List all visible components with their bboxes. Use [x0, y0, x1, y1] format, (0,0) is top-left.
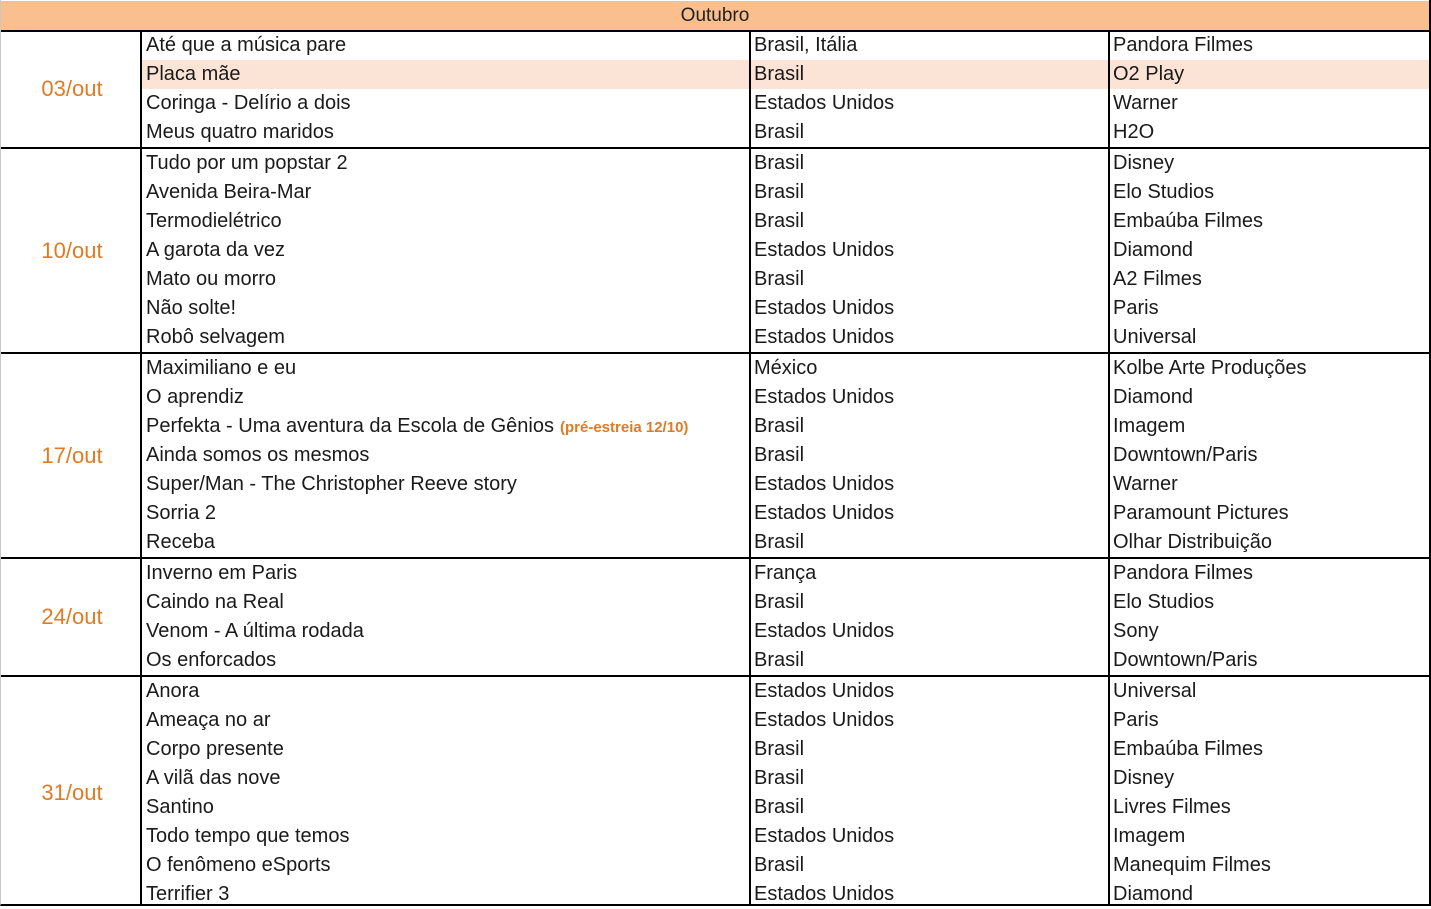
country-cell: França: [754, 562, 817, 584]
table-row[interactable]: [142, 118, 1429, 147]
country-cell: Brasil: [754, 63, 805, 85]
release-date: 31/out: [41, 780, 103, 805]
movie-title: Receba: [146, 531, 215, 553]
distributor-cell: Embaúba Filmes: [1113, 210, 1264, 232]
movie-title-cell: [146, 706, 746, 735]
distributor-cell: Downtown/Paris: [1113, 649, 1258, 671]
distributor-cell: Olhar Distribuição: [1113, 531, 1272, 553]
movie-title: Placa mãe: [146, 63, 241, 85]
movie-title-cell: [146, 412, 746, 441]
country-cell: Estados Unidos: [754, 825, 895, 847]
movie-title-cell: [146, 499, 746, 528]
release-week-group: [0, 31, 1431, 147]
distributor-cell: Pandora Filmes: [1113, 562, 1254, 584]
country-cell: Brasil: [754, 444, 805, 466]
distributor-cell: Paramount Pictures: [1113, 502, 1289, 524]
distributor-cell: Manequim Filmes: [1113, 854, 1271, 876]
table-row[interactable]: [142, 646, 1429, 675]
movie-title: Anora: [146, 680, 200, 702]
table-row[interactable]: [142, 706, 1429, 735]
column-divider-country: [1108, 30, 1110, 906]
distributor-cell: Paris: [1113, 297, 1159, 319]
movie-title: Venom - A última rodada: [146, 620, 364, 642]
distributor-cell: Disney: [1113, 767, 1175, 789]
distributor-cell: Kolbe Arte Produções: [1113, 357, 1307, 379]
movie-title-cell: [146, 118, 746, 147]
movie-title-cell: [146, 880, 746, 909]
distributor-cell: H2O: [1113, 121, 1155, 143]
distributor-cell: Elo Studios: [1113, 591, 1215, 613]
movie-title: O aprendiz: [146, 386, 244, 408]
table-row[interactable]: [142, 735, 1429, 764]
country-cell: Brasil: [754, 531, 805, 553]
movie-title: Meus quatro maridos: [146, 121, 334, 143]
movie-title: Inverno em Paris: [146, 562, 298, 584]
table-row[interactable]: [142, 149, 1429, 178]
table-row[interactable]: [142, 793, 1429, 822]
movie-title-cell: [146, 323, 746, 352]
distributor-cell: Warner: [1113, 92, 1178, 114]
movie-title-cell: [146, 588, 746, 617]
movie-title: Tudo por um popstar 2: [146, 152, 348, 174]
release-date: 10/out: [41, 237, 103, 263]
movie-title-cell: [146, 470, 746, 499]
distributor-cell: A2 Filmes: [1113, 268, 1202, 290]
distributor-cell: Imagem: [1113, 415, 1186, 437]
country-cell: Estados Unidos: [754, 386, 895, 408]
movie-title-cell: [146, 294, 746, 323]
distributor-cell: Universal: [1113, 680, 1197, 702]
country-cell: Estados Unidos: [754, 620, 895, 642]
movie-title: Ainda somos os mesmos: [146, 444, 370, 466]
movie-title: Não solte!: [146, 297, 237, 319]
release-date: 03/out: [41, 76, 103, 101]
movie-title: A vilã das nove: [146, 767, 281, 789]
country-cell: Brasil: [754, 767, 805, 789]
distributor-cell: Warner: [1113, 473, 1178, 495]
movie-title: Terrifier 3: [146, 883, 230, 905]
country-cell: Estados Unidos: [754, 92, 895, 114]
table-row[interactable]: [142, 60, 1429, 89]
distributor-cell: Sony: [1113, 620, 1159, 642]
distributor-cell: Paris: [1113, 709, 1159, 731]
country-cell: Estados Unidos: [754, 297, 895, 319]
distributor-cell: Downtown/Paris: [1113, 444, 1258, 466]
country-cell: Brasil, Itália: [754, 34, 858, 56]
distributor-cell: Livres Filmes: [1113, 796, 1231, 818]
release-week-group: [0, 677, 1431, 909]
movie-title-cell: [146, 178, 746, 207]
movie-title: Todo tempo que temos: [146, 825, 350, 847]
movie-title: Sorria 2: [146, 502, 217, 524]
table-row[interactable]: [142, 851, 1429, 880]
premiere-note: (pré-estreia 12/10): [560, 419, 689, 436]
table-row[interactable]: [142, 236, 1429, 265]
release-date: 17/out: [41, 442, 103, 468]
table-row[interactable]: [142, 677, 1429, 706]
country-cell: Estados Unidos: [754, 502, 895, 524]
movie-title-cell: [146, 793, 746, 822]
country-cell: Brasil: [754, 210, 805, 232]
country-cell: Estados Unidos: [754, 239, 895, 261]
movie-title: Super/Man - The Christopher Reeve story: [146, 473, 517, 495]
movie-title: Coringa - Delírio a dois: [146, 92, 351, 114]
column-divider-date: [140, 30, 142, 906]
distributor-cell: Imagem: [1113, 825, 1186, 847]
distributor-cell: Elo Studios: [1113, 181, 1215, 203]
release-week-group: [0, 149, 1431, 352]
table-row[interactable]: [142, 528, 1429, 557]
movie-title: Perfekta - Uma aventura da Escola de Gênios: [146, 415, 554, 437]
movie-title-cell: [146, 528, 746, 557]
table-row[interactable]: [142, 31, 1429, 60]
movie-title-cell: [146, 851, 746, 880]
country-cell: México: [754, 357, 818, 379]
distributor-cell: Diamond: [1113, 239, 1194, 261]
movie-title-cell: [146, 89, 746, 118]
country-cell: Brasil: [754, 152, 805, 174]
movie-title: Santino: [146, 796, 214, 818]
movie-title-cell: [146, 383, 746, 412]
release-week-group: [0, 559, 1431, 675]
country-cell: Estados Unidos: [754, 680, 895, 702]
country-cell: Brasil: [754, 181, 805, 203]
movie-title: Mato ou morro: [146, 268, 277, 290]
table-row[interactable]: [142, 822, 1429, 851]
table-row[interactable]: [142, 441, 1429, 470]
country-cell: Brasil: [754, 738, 805, 760]
movie-title: Os enforcados: [146, 649, 277, 671]
movie-title: O fenômeno eSports: [146, 854, 331, 876]
movie-title-cell: [146, 646, 746, 675]
movie-title-cell: [146, 735, 746, 764]
country-cell: Estados Unidos: [754, 709, 895, 731]
movie-title-cell: [146, 441, 746, 470]
movie-title: A garota da vez: [146, 239, 285, 261]
movie-title-cell: [146, 265, 746, 294]
month-header: Outubro: [1, 1, 1429, 32]
table-row[interactable]: [142, 588, 1429, 617]
release-week-group: [0, 354, 1431, 557]
distributor-cell: O2 Play: [1113, 63, 1185, 85]
country-cell: Estados Unidos: [754, 326, 895, 348]
distributor-cell: Disney: [1113, 152, 1175, 174]
movie-title-cell: [146, 559, 746, 588]
distributor-cell: Embaúba Filmes: [1113, 738, 1264, 760]
country-cell: Brasil: [754, 854, 805, 876]
country-cell: Brasil: [754, 649, 805, 671]
movie-title: Maximiliano e eu: [146, 357, 297, 379]
table-row[interactable]: [142, 764, 1429, 793]
country-cell: Estados Unidos: [754, 883, 895, 905]
movie-title-cell: [146, 354, 746, 383]
table-row[interactable]: [142, 89, 1429, 118]
distributor-cell: Universal: [1113, 326, 1197, 348]
table-row[interactable]: [142, 265, 1429, 294]
release-date: 24/out: [41, 604, 103, 629]
column-divider-title: [749, 30, 751, 906]
table-row[interactable]: [142, 294, 1429, 323]
country-cell: Estados Unidos: [754, 473, 895, 495]
country-cell: Brasil: [754, 796, 805, 818]
table-row[interactable]: [142, 617, 1429, 646]
table-row[interactable]: [142, 559, 1429, 588]
table-row[interactable]: [142, 178, 1429, 207]
movie-title: Corpo presente: [146, 738, 284, 760]
movie-title-cell: [146, 236, 746, 265]
movie-title: Avenida Beira-Mar: [146, 181, 312, 203]
movie-title-cell: [146, 677, 746, 706]
table-row[interactable]: [142, 470, 1429, 499]
movie-title-cell: [146, 149, 746, 178]
movie-title-cell: [146, 822, 746, 851]
table-row[interactable]: [142, 383, 1429, 412]
country-cell: Brasil: [754, 268, 805, 290]
table-row[interactable]: [142, 354, 1429, 383]
table-row[interactable]: [142, 207, 1429, 236]
table-row[interactable]: [142, 499, 1429, 528]
country-cell: Brasil: [754, 591, 805, 613]
table-row[interactable]: [142, 880, 1429, 909]
country-cell: Brasil: [754, 121, 805, 143]
movie-title-cell: [146, 31, 746, 60]
movie-title: Termodielétrico: [146, 210, 282, 232]
movie-title-cell: [146, 207, 746, 236]
distributor-cell: Pandora Filmes: [1113, 34, 1254, 56]
country-cell: Brasil: [754, 415, 805, 437]
movie-title: Até que a música pare: [146, 34, 347, 56]
table-row[interactable]: [142, 412, 1429, 441]
movie-title: Robô selvagem: [146, 326, 285, 348]
movie-title-cell: [146, 617, 746, 646]
movie-title-cell: [146, 764, 746, 793]
table-row[interactable]: [142, 323, 1429, 352]
movie-title: Caindo na Real: [146, 591, 284, 613]
movie-title-cell: [146, 60, 746, 89]
distributor-cell: Diamond: [1113, 386, 1194, 408]
movie-title: Ameaça no ar: [146, 709, 271, 731]
distributor-cell: Diamond: [1113, 883, 1194, 905]
